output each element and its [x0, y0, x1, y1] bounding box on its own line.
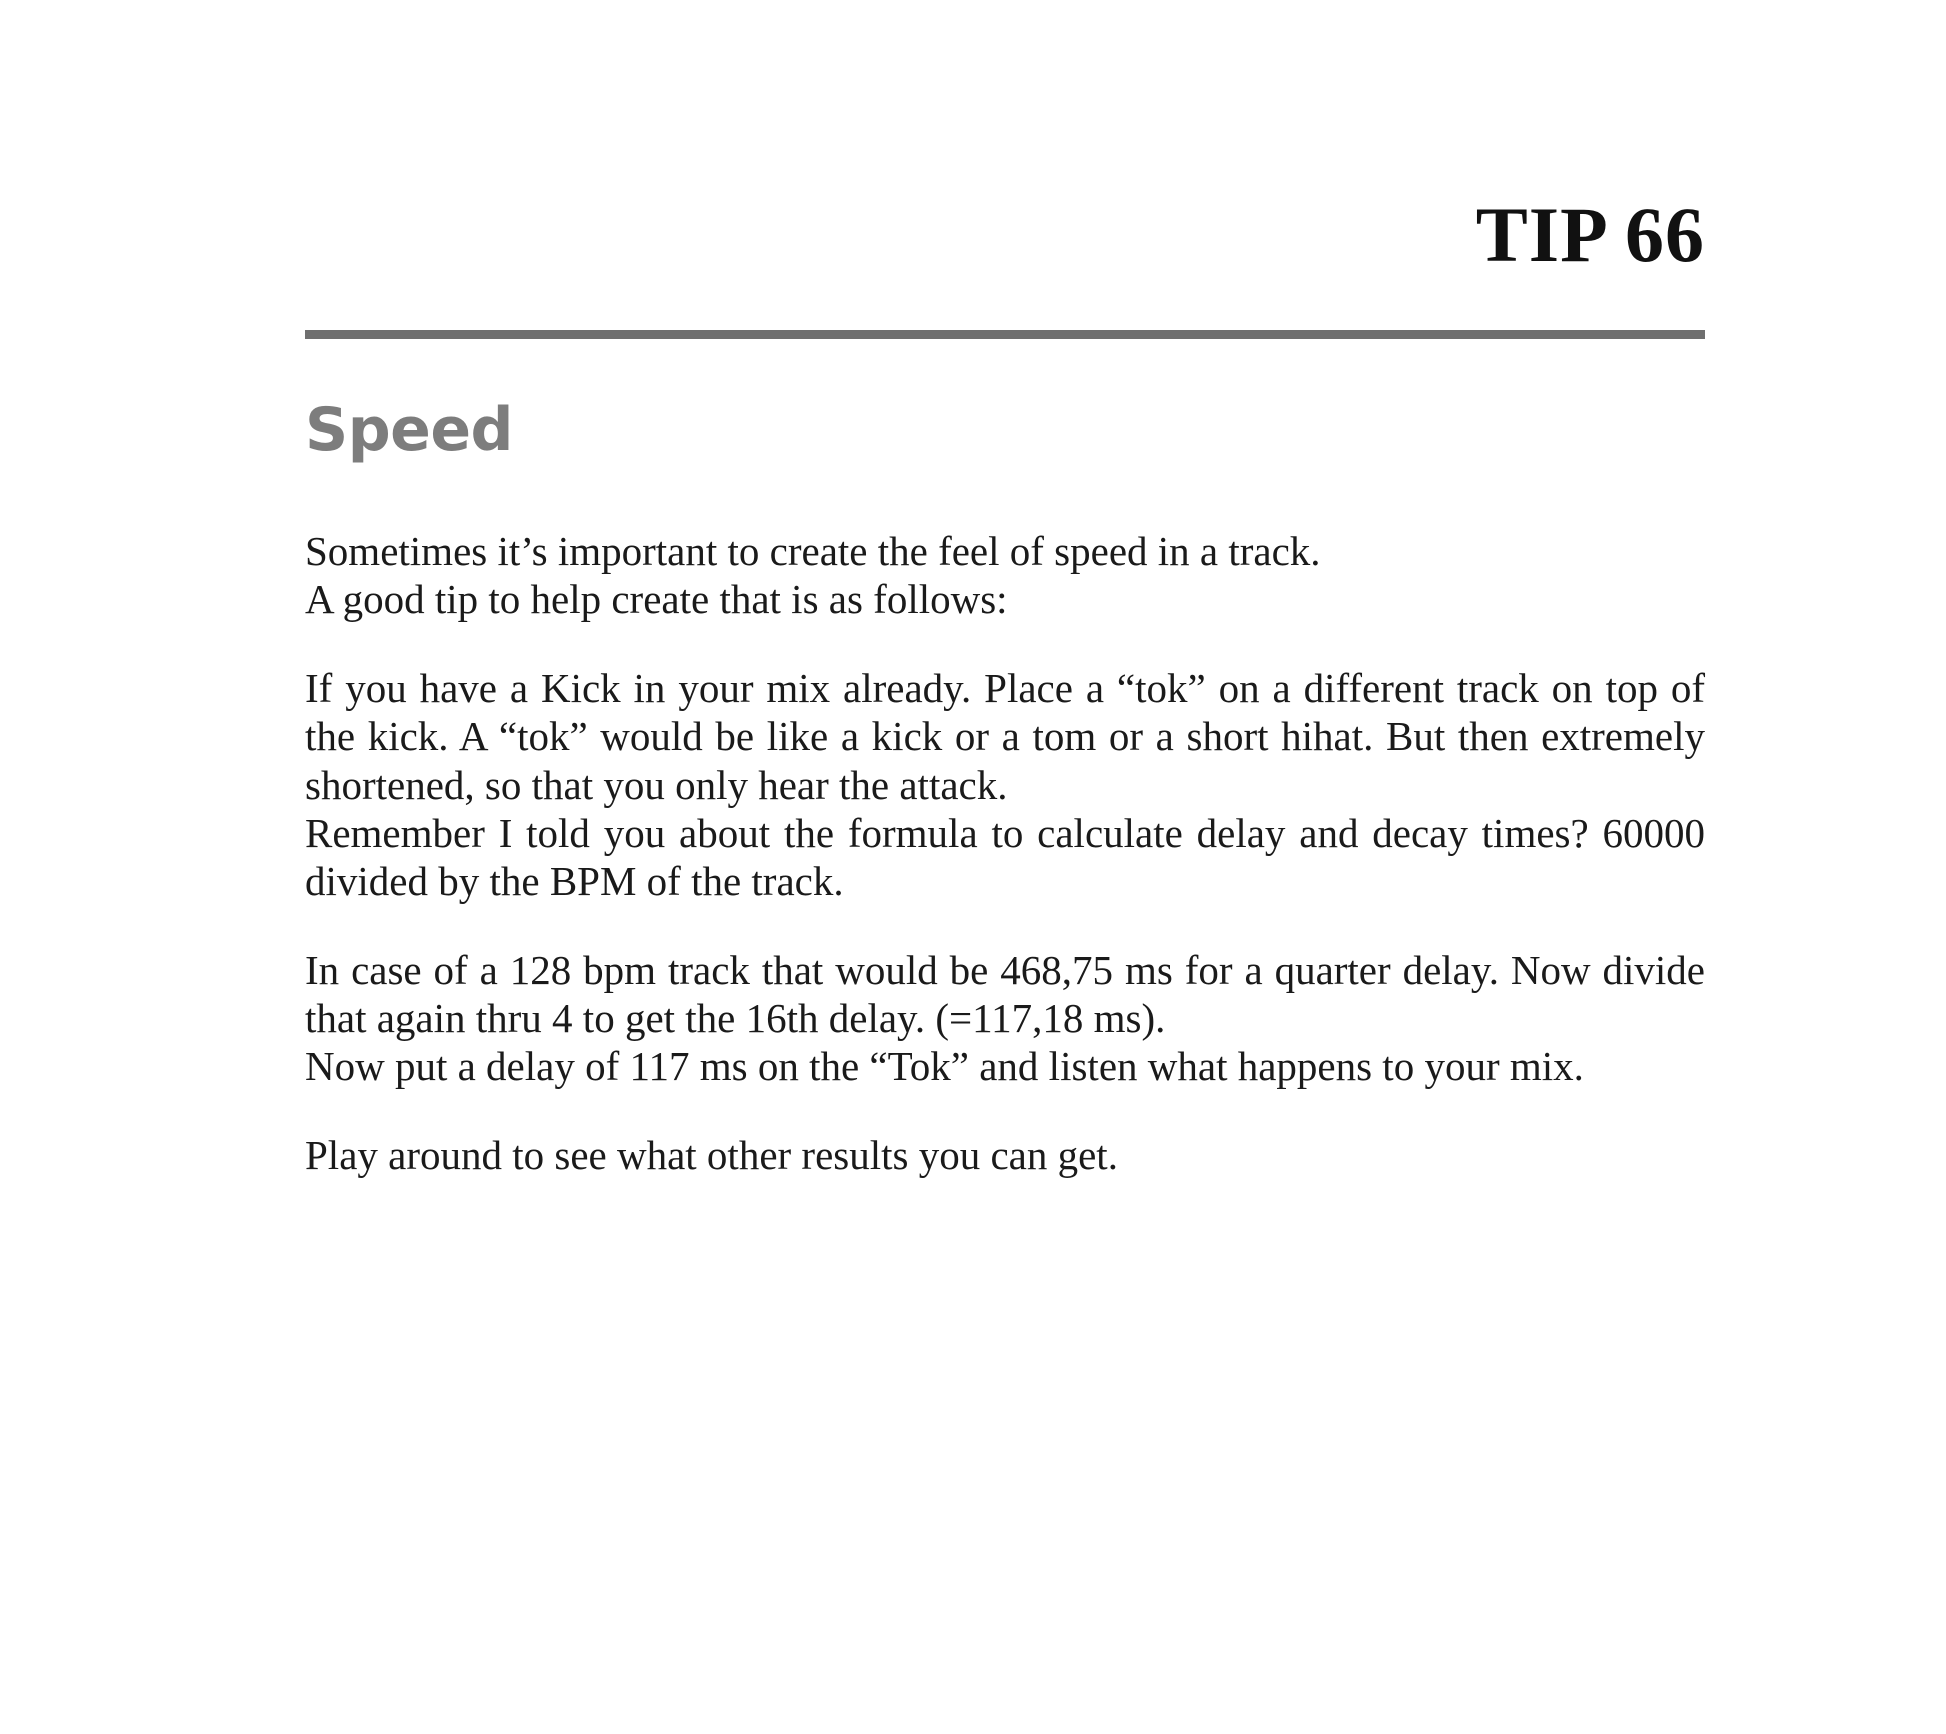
page-title: TIP 66 — [1475, 191, 1705, 278]
header-divider — [305, 330, 1705, 339]
section-heading: Speed — [305, 395, 513, 465]
paragraph-line: A good tip to help create that is as follows: — [305, 576, 1008, 623]
paragraph-line: Sometimes it’s important to create the feel of speed in a track. — [305, 528, 1321, 574]
paragraph-closing: Play around to see what other results you can get. — [305, 1131, 1118, 1178]
paragraph-intro — [305, 527, 1705, 624]
paragraph-kick-tok: If you have a Kick in your mix already. Place a “tok” on a different track on top of the kick. A “tok” would be like a kick or a tom or a short hihat. But then extremely shortened, so that you only hear the attack. — [305, 664, 1705, 808]
paragraph-formula: Remember I told you about the formula to calculate delay and decay times? 60000 divided by the BPM of the track. — [305, 809, 1705, 905]
body-text — [305, 527, 1705, 1179]
paragraph-example: In case of a 128 bpm track that would be 468,75 ms for a quarter delay. Now divide that again thru 4 to get the 16th delay. (=117,18 ms). — [305, 946, 1705, 1041]
paragraph-apply: Now put a delay of 117 ms on the “Tok” and listen what happens to your mix. — [305, 1043, 1584, 1090]
page-content — [305, 0, 1705, 1219]
